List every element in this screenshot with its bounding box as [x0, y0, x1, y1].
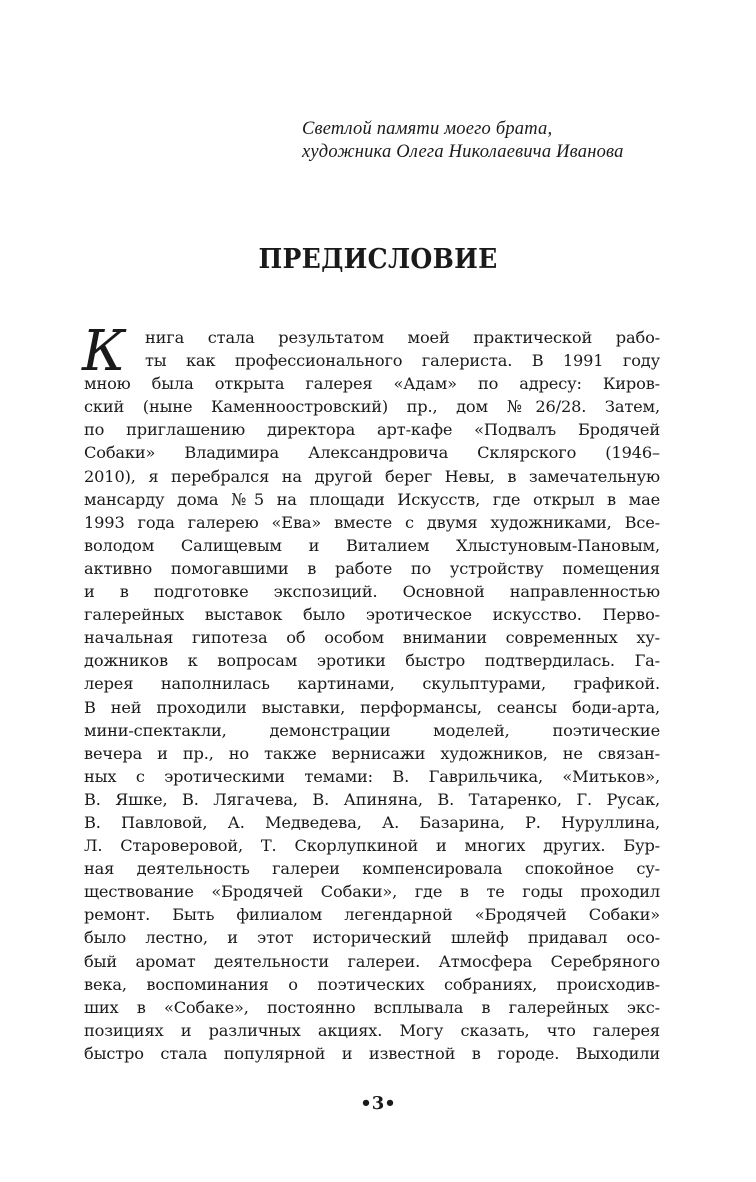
text-line: бый аромат деятельности галереи. Атмосфера Серебряного: [84, 951, 660, 971]
dedication-line: Светлой памяти моего брата,: [302, 119, 553, 139]
text-line: 1993 года галерею «Ева» вместе с двумя художниками, Все-: [84, 512, 660, 532]
text-line: В. Павловой, А. Медведева, А. Базарина, Р. Нуруллина,: [84, 812, 660, 832]
text-line: быстро стала популярной и известной в городе. Выходили: [84, 1043, 660, 1063]
page-number: •3•: [360, 1093, 396, 1114]
text-line: дожников к вопросам эротики быстро подтвердилась. Га-: [84, 651, 660, 671]
page-title: ПРЕДИСЛОВИЕ: [258, 244, 498, 275]
text-line: ты как профессионального галериста. В 1991 году: [145, 351, 660, 371]
text-line: ная деятельность галереи компенсировала спокойное су-: [84, 859, 660, 879]
text-line: и в подготовке экспозиций. Основной направленностью: [84, 582, 660, 602]
drop-cap: К: [82, 319, 126, 384]
text-line: володом Салищевым и Виталием Хлыстуновым-Пановым,: [84, 535, 660, 555]
text-line: В ней проходили выставки, перформансы, сеансы боди-арта,: [84, 697, 660, 717]
text-line: 2010), я перебрался на другой берег Невы, в замечательную: [84, 466, 660, 486]
text-line: мансарду дома №5 на площади Искусств, где открыл в мае: [84, 489, 660, 509]
text-line: ремонт. Быть филиалом легендарной «Бродячей Собаки»: [84, 905, 660, 925]
text-line: было лестно, и этот исторический шлейф придавал осо-: [84, 928, 660, 948]
text-line: лерея наполнилась картинами, скульптурами, графикой.: [84, 674, 660, 694]
text-line: вечера и пр., но также вернисажи художников, не связан-: [84, 743, 660, 763]
text-line: по приглашению директора арт-кафе «Подвалъ Бродячей: [84, 420, 660, 440]
text-line: активно помогавшими в работе по устройству помещения: [84, 558, 660, 578]
text-line: мини-спектакли, демонстрации моделей, поэтические: [84, 720, 660, 740]
text-line: ных с эротическими темами: В. Гаврильчика, «Митьков»,: [84, 766, 660, 786]
text-line: Собаки» Владимира Александровича Склярского (1946–: [84, 443, 660, 463]
body-text: [82, 319, 660, 1065]
text-line: ществование «Бродячей Собаки», где в те годы проходил: [84, 882, 660, 902]
text-line: Л. Староверовой, Т. Скорлупкиной и многих других. Бур-: [84, 836, 660, 856]
text-line: В. Яшке, В. Лягачева, В. Апиняна, В. Татаренко, Г. Русак,: [84, 789, 660, 809]
dedication: [302, 118, 624, 164]
text-line: ский (ныне Каменноостровский) пр., дом №26/28. Затем,: [84, 397, 660, 417]
text-line: века, воспоминания о поэтических собраниях, происходив-: [84, 974, 660, 994]
text-line: ших в «Собаке», постоянно всплывала в галерейных экс-: [84, 997, 660, 1017]
text-line: позициях и различных акциях. Могу сказать, что галерея: [84, 1020, 660, 1040]
text-line: нига стала результатом моей практической рабо-: [145, 328, 660, 347]
text-line: галерейных выставок было эротическое искусство. Перво-: [84, 605, 660, 625]
dedication-line: художника Олега Николаевича Иванова: [302, 142, 624, 162]
text-line: мною была открыта галерея «Адам» по адресу: Киров-: [84, 374, 660, 394]
text-line: начальная гипотеза об особом внимании современных ху-: [84, 628, 660, 648]
